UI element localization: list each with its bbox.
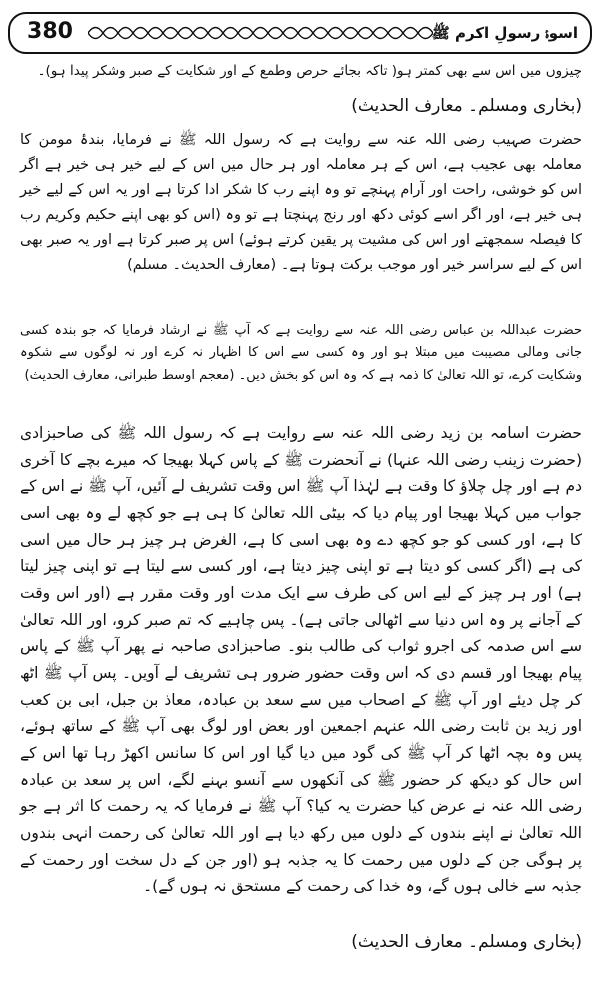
ornament-pattern [88,22,433,44]
reference-bukhari-muslim-end: (بخاری ومسلم۔ معارف الحدیث) [351,932,582,952]
page-header [8,12,592,54]
book-title: اسوۂ رسولِ اکرم ﷺ [431,24,578,42]
reference-bukhari-muslim: (بخاری ومسلم۔ معارف الحدیث) [351,96,582,116]
paragraph-usama: حضرت اسامہ بن زید رضی اللہ عنہ سے روایت ہے کہ رسول اللہ ﷺ کی صاحبزادی (حضرت زینب رضی اللہ عنہا) نے آنحضرت ﷺ کے پاس کہلا بھیجا کہ میرے بچے کا آخری دم ہے اور چل چلاؤ کا وقت ہے لہٰذا آپ ﷺ اس وقت تشریف لے آئیں، آپ ﷺ نے اس کے جواب میں کہلا بھیجا اور پیام دیا کہ بیٹی اللہ تعالیٰ کا ہی ہے جو کچھ لے وہ بھی اسی کا ہے، اور کسی کو جو کچھ دے وہ بھی اسی کا ہے، الغرض ہر چیز ہر حال میں اسی کی ہے (اگر کسی کو دیتا ہے تو اپنی چیز دیتا ہے، اور کسی سے لیتا ہے تو اپنی چیز لیتا ہے) اور ہر چیز کے لیے اس کی طرف سے ایک مدت اور وقت مقرر ہے (اور اس وقت کے آجانے پر وہ اس دنیا سے اٹھالی جاتی ہے)۔ پس چاہیے کہ تم صبر کرو، اور اللہ تعالیٰ سے اس صدمہ کی اجرو ثواب کی طالب بنو۔ صاحبزادی صاحبہ نے پھر آپ ﷺ کے پاس پیام بھیجا اور قسم دی کہ اس وقت حضور ضرور ہی تشریف لے آویں۔ پس آپ ﷺ اٹھ کر چل دیئے اور آپ ﷺ کے اصحاب میں سے سعد بن عبادہ، معاذ بن جبل، ابی بن کعب اور زید بن ثابت رضی اللہ عنہم اجمعین اور بعض اور لوگ بھی آپ ﷺ کے ساتھ ہوئے، پس وہ بچہ اٹھا کر آپ ﷺ کی گود میں دیا گیا اور اس کا سانس اکھڑ رہا تھا اس کے اس حال کو دیکھ کر حضور ﷺ کی آنکھوں سے آنسو بہنے لگے، اس پر سعد بن عبادہ رضی اللہ عنہ نے عرض کیا حضرت یہ کیا؟ آپ ﷺ نے فرمایا کہ یہ رحمت کا اثر ہے جو اللہ تعالیٰ نے اپنے بندوں کے دلوں میں رکھ دیا ہے اور اللہ تعالیٰ کی رحمت انہی بندوں پر ہوگی جن کے دلوں میں رحمت کا یہ جذبہ ہو (اور جن کے دل سخت اور رحمت کے جذبہ سے خالی ہوں گے، وہ خدا کی رحمت کے مستحق نہ ہوں گے)۔ [20,424,582,896]
paragraph-suhaib: حضرت صہیب رضی اللہ عنہ سے روایت ہے کہ رسول اللہ ﷺ نے فرمایا، بندۂ مومن کا معاملہ بھی عجیب ہے، اس کے ہر معاملہ اور ہر حال میں اس کے لیے خیر ہی خیر ہے اگر اس کو خوشی، راحت اور آرام پہنچے تو وہ اپنے رب کا شکر ادا کرتا ہے اور یہ اس کے لیے خیر ہی خیر ہے، اور اگر اسے کوئی دکھ اور رنج پہنچتا ہے تو وہ (اس کو بھی اپنے حکیم وکریم رب کا فیصلہ سمجھتے اور اس کی مشیت پر یقین کرتے ہوئے) اس پر صبر کرتا ہے اور یہ صبر بھی اس کے لیے سراسر خیر اور موجب برکت ہوتا ہے۔ (معارف الحدیث۔ مسلم) [20,132,582,273]
ornament-border [88,22,433,44]
paragraph-ibn-abbas: حضرت عبداللہ بن عباس رضی اللہ عنہ سے روایت ہے کہ آپ ﷺ نے ارشاد فرمایا کہ جو بندہ کسی جانی ومالی مصیبت میں مبتلا ہو اور وہ کسی سے اس کا اظہار نہ کرے اور نہ لوگوں سے شکوہ وشکایت کرے، تو اللہ تعالیٰ کا ذمہ ہے کہ وہ اس کو بخش دیں۔ (معجم اوسط طبرانی، معارف الحدیث) [20,323,582,383]
page-number: 380 [27,19,73,44]
intro-line: چیزوں میں اس سے بھی کمتر ہو( تاکہ بجائے حرص وطمع کے اور شکایت کے صبر وشکر پیدا ہو)۔ [37,63,582,79]
